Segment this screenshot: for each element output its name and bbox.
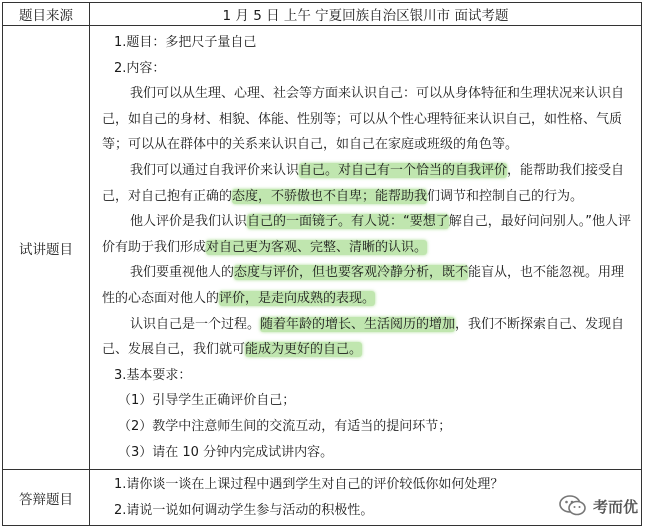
paragraph-text: 解自己，最好问问别人。”他人评价有助于我们形成 [102,214,632,255]
content-paragraph [102,260,631,311]
paragraph-text: 我们可以从生理、心理、社会等方面来认识自己：可以从身体特征和生理状况来认识自己，如自己的身材、相貌、体能、性别等；可以从个性心理特征来认识自己，如性格、气质等；可以从在群体中的关系来认识自己，如自己在家庭或班级的角色等。 [102,86,625,153]
defense-row [3,470,642,526]
requirement-item: （2）教学中注意师生间的交流互动，有适当的提问环节； [118,418,452,434]
paragraph-text: ，能帮助我们接受自己，对自己抱有正确的 [102,162,625,204]
lecture-row [3,26,642,470]
highlighted-text: 自己。对自己有一个恰当的自我评价 [299,162,508,178]
highlighted-text: 态度，不骄傲也不自卑；能帮助我 [232,188,428,204]
defense-question: 2.请说一说如何调动学生参与活动的积极性。 [114,502,374,518]
lecture-content [90,26,642,470]
paragraph-text: 我们可以通过自我评价来认识 [130,162,300,178]
source-row [3,3,642,26]
paragraph-text: 他人评价是我们认识 [130,214,248,230]
paragraph-text: 能盲从，也不能忽视。用理性的心态面对他人的 [102,265,625,306]
content-paragraph [102,209,631,260]
content-heading: 2.内容： [114,60,166,76]
lecture-label: 试讲题目 [3,26,90,470]
watermark [559,495,638,517]
highlighted-text: 能成为更好的自己。 [245,342,363,358]
defense-question: 1.请你谈一谈在上课过程中遇到学生对自己的评价较低你如何处理？ [114,477,504,493]
content-paragraph [102,158,631,209]
highlighted-text: 对自己更为客观、完整、清晰的认识。 [206,239,428,255]
watermark-text: 考而优 [592,497,638,516]
highlighted-text: 评价，是走向成熟的表现。 [219,290,376,306]
exam-table [2,2,642,526]
requirements-heading: 3.基本要求： [114,367,192,383]
content-paragraphs [102,81,631,363]
requirement-item: （1）引导学生正确评价自己； [118,393,296,409]
lecture-topic: 1.题目：多把尺子量自己 [114,35,257,50]
paragraph-text: 我们要重视他人的 [130,265,235,281]
requirement-item: （3）请在 10 分钟内完成试讲内容。 [118,444,334,460]
highlighted-text: 态度与评价，但也要客观冷静分析，既不 [234,265,469,281]
highlighted-text: 自己的一面镜子。有人说：“要想了 [247,214,449,230]
source-label: 题目来源 [3,3,90,26]
paragraph-text: ，我们不断探索自己、发现自己、发展自己，我们就可 [102,316,625,358]
source-value: 1 月 5 日 上午 宁夏回族自治区银川市 面试考题 [90,3,642,26]
highlighted-text: 随着年龄的增长、生活阅历的增加 [260,316,456,332]
paragraph-text: 们调节和控制自己的行为。 [427,188,584,204]
content-paragraph [102,81,631,158]
wechat-icon [559,495,587,517]
content-paragraph [102,312,631,363]
defense-label: 答辩题目 [3,470,90,526]
paragraph-text: 认识自己是一个过程。 [130,316,261,332]
